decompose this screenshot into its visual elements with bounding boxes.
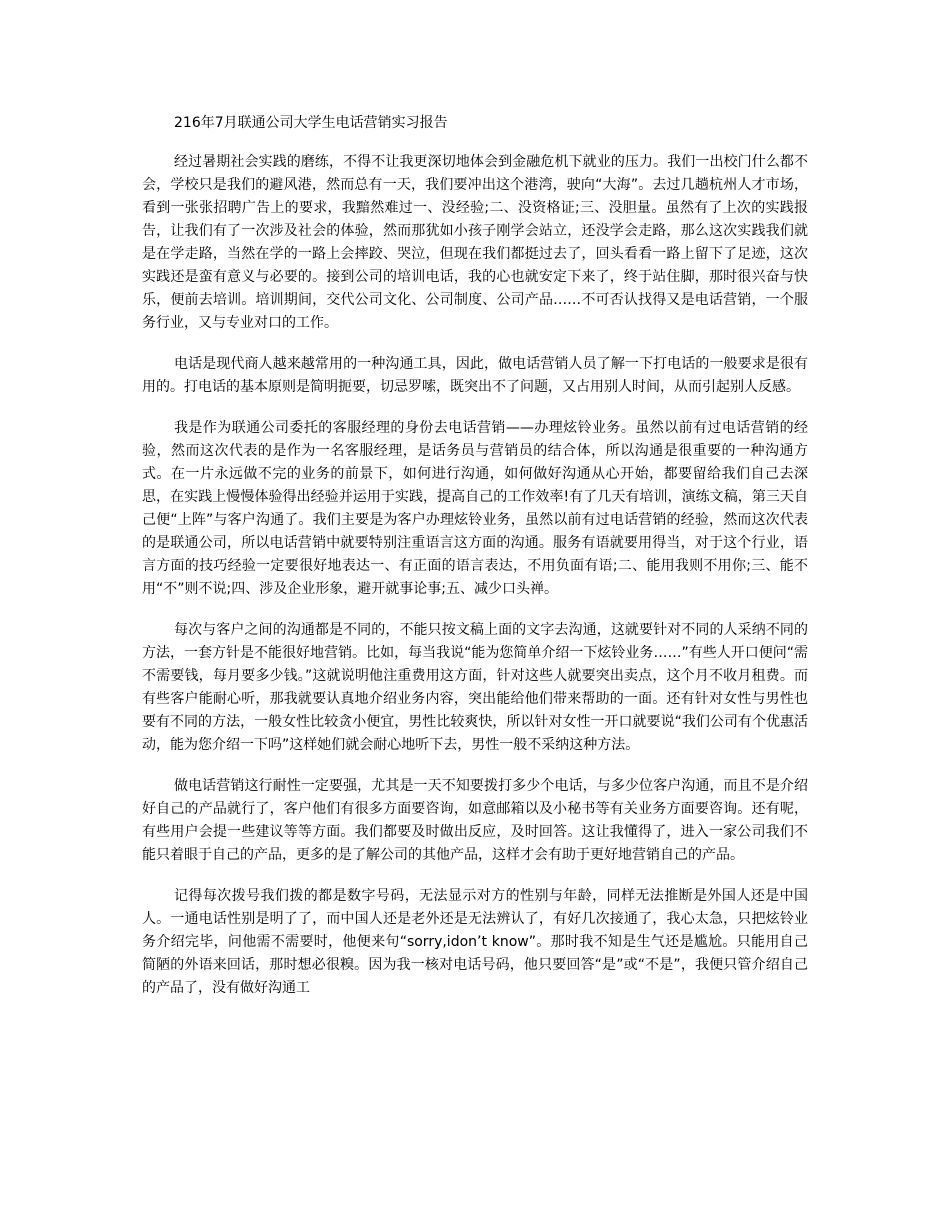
- paragraph-4: 每次与客户之间的沟通都是不同的，不能只按文稿上面的文字去沟通，这就要针对不同的人采纳不同的方法，一套方针是不能很好地营销。比如，每当我说“能为您简单介绍一下炫铃业务……”有些人开口便问“需不需要钱，每月要多少钱。”这就说明他注重费用这方面，针对这些人就要突出卖点，这个月不收月租费。而有些客户能耐心听，那我就要认真地介绍业务内容，突出能给他们带来帮助的一面。还有针对女性与男性也要有不同的方法，一般女性比较贪小便宜，男性比较爽快，所以针对女性一开口就要说“我们公司有个优惠活动，能为您介绍一下吗”这样她们就会耐心地听下去，男性一般不采纳这种方法。: [142, 622, 808, 753]
- paragraph-1: 经过暑期社会实践的磨练，不得不让我更深切地体会到金融危机下就业的压力。我们一出校门什么都不会，学校只是我们的避风港，然而总有一天，我们要冲出这个港湾，驶向“大海”。去过几趟杭州人才市场，看到一张张招聘广告上的要求，我黯然难过一、没经验;二、没资格证;三、没胆量。虽然有了上次的实践报告，让我们有了一次涉及社会的体验，然而那犹如小孩子刚学会站立，还没学会走路，那么这次实践我们就是在学走路，当然在学的一路上会摔跤、哭泣，但现在我们都挺过去了，回头看看一路上留下了足迹，这次实践还是蛮有意义与必要的。接到公司的培训电话，我的心也就安定下来了，终于站住脚，那时很兴奋与快乐，便前去培训。培训期间，交代公司文化、公司制度、公司产品……不可否认找得又是电话营销，一个服务行业，又与专业对口的工作。: [142, 154, 808, 331]
- paragraph-2: 电话是现代商人越来越常用的一种沟通工具，因此，做电话营销人员了解一下打电话的一般要求是很有用的。打电话的基本原则是简明扼要，切忌罗嗦，既突出不了问题，又占用别人时间，从而引起别人反感。: [142, 356, 808, 395]
- document-title: 216年7月联通公司大学生电话营销实习报告: [174, 115, 448, 131]
- paragraph-3: 我是作为联通公司委托的客服经理的身份去电话营销——办理炫铃业务。虽然以前有过电话营销的经验，然而这次代表的是作为一名客服经理，是话务员与营销员的结合体，所以沟通是很重要的一种沟通方式。在一片永远做不完的业务的前景下，如何进行沟通，如何做好沟通从心开始，都要留给我们自己去深思，在实践上慢慢体验得出经验并运用于实践，提高自己的工作效率!有了几天有培训，演练文稿，第三天自己便“上阵”与客户沟通了。我们主要是为客户办理炫铃业务，虽然以前有过电话营销的经验，然而这次代表的是联通公司，所以电话营销中就要特别注重语言这方面的沟通。服务有语就要用得当，对于这个行业，语言方面的技巧经验一定要很好地表达一、有正面的语言表达，不用负面有语;二、能用我则不用你;三、能不用“不”则不说;四、涉及企业形象，避开就事论事;五、减少口头禅。: [142, 420, 808, 597]
- paragraph-5: 做电话营销这行耐性一定要强，尤其是一天不知要拨打多少个电话，与多少位客户沟通，而且不是介绍好自己的产品就行了，客户他们有很多方面要咨询，如意邮箱以及小秘书等有关业务方面要咨询。还有呢，有些用户会提一些建议等等方面。我们都要及时做出反应，及时回答。这让我懂得了，进入一家公司我们不能只着眼于自己的产品，更多的是了解公司的其他产品，这样才会有助于更好地营销自己的产品。: [142, 778, 808, 863]
- paragraph-6: 记得每次拨号我们拨的都是数字号码，无法显示对方的性别与年龄，同样无法推断是外国人还是中国人。一通电话性别是明了了，而中国人还是老外还是无法辨认了，有好几次接通了，我心太急，只把炫铃业务介绍完毕，问他需不需要时，他便来句“sorry,idon’t know”。那时我不知是生气还是尴尬。只能用自己简陋的外语来回话，那时想必很糗。因为我一核对电话号码，他只要回答“是”或“不是”，我便只管介绍自己的产品了，没有做好沟通工: [142, 888, 808, 996]
- document-page: [142, 112, 808, 1000]
